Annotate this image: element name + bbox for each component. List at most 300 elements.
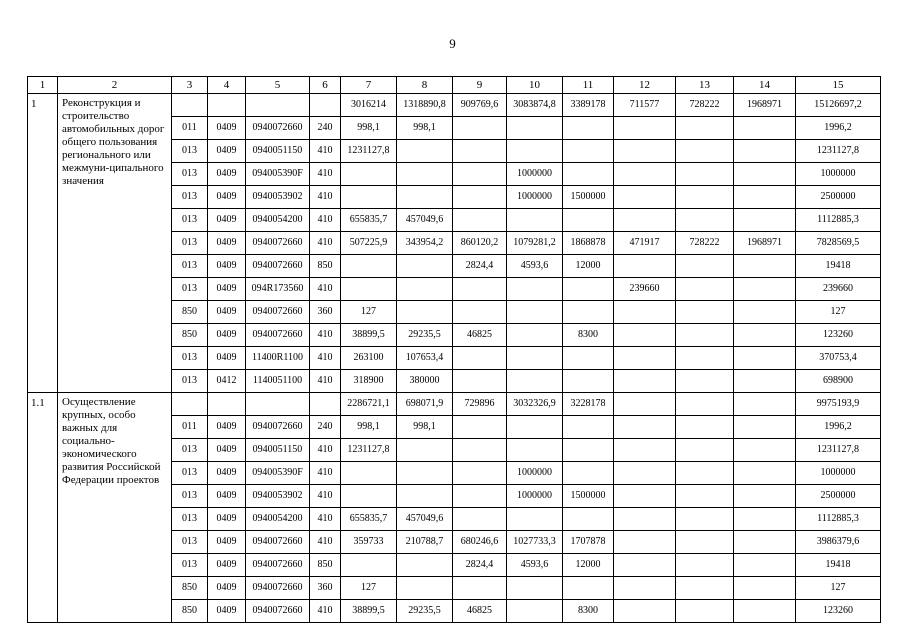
cell-col-7 [341,485,397,508]
cell-col-6: 410 [310,462,341,485]
cell-col-5: 094R173560 [246,278,310,301]
cell-col-11: 3389178 [563,94,614,117]
cell-col-10: 1000000 [507,485,563,508]
cell-col-10 [507,416,563,439]
header-cell: 8 [397,77,453,94]
header-cell: 15 [796,77,881,94]
header-cell: 3 [172,77,208,94]
cell-col-11 [563,163,614,186]
cell-col-15: 239660 [796,278,881,301]
cell-col-15: 123260 [796,600,881,623]
cell-col-13: 728222 [676,232,734,255]
cell-col-7: 3016214 [341,94,397,117]
cell-col-12 [614,577,676,600]
cell-col-7 [341,462,397,485]
cell-col-15: 2500000 [796,186,881,209]
cell-col-3: 013 [172,531,208,554]
cell-col-5: 0940072660 [246,324,310,347]
cell-col-3: 011 [172,117,208,140]
cell-col-12 [614,462,676,485]
cell-col-13: 728222 [676,94,734,117]
cell-col-3: 850 [172,324,208,347]
cell-col-6: 410 [310,485,341,508]
cell-col-11: 8300 [563,324,614,347]
cell-col-5: 094005390F [246,163,310,186]
cell-col-4: 0409 [208,600,246,623]
cell-col-14 [734,485,796,508]
cell-col-15: 1000000 [796,462,881,485]
cell-col-8 [397,163,453,186]
cell-col-10 [507,278,563,301]
cell-col-13 [676,485,734,508]
cell-col-4: 0409 [208,186,246,209]
cell-col-4: 0409 [208,140,246,163]
cell-col-7: 2286721,1 [341,393,397,416]
cell-col-11 [563,370,614,393]
cell-col-14 [734,117,796,140]
cell-col-7 [341,278,397,301]
cell-col-9: 729896 [453,393,507,416]
cell-col-6: 240 [310,416,341,439]
cell-col-4: 0409 [208,416,246,439]
cell-col-7: 1231127,8 [341,140,397,163]
cell-col-11 [563,462,614,485]
cell-col-8 [397,186,453,209]
cell-col-4: 0409 [208,485,246,508]
cell-col-9: 2824,4 [453,554,507,577]
cell-col-14 [734,347,796,370]
cell-col-12 [614,508,676,531]
cell-col-6: 850 [310,554,341,577]
cell-col-15: 3986379,6 [796,531,881,554]
cell-col-4: 0409 [208,255,246,278]
cell-col-14 [734,301,796,324]
cell-col-5 [246,393,310,416]
cell-col-5: 0940072660 [246,600,310,623]
cell-col-11: 8300 [563,600,614,623]
cell-col-4: 0409 [208,278,246,301]
table-row [28,94,881,117]
cell-col-14 [734,600,796,623]
cell-col-14 [734,393,796,416]
cell-col-10 [507,600,563,623]
cell-col-9 [453,439,507,462]
cell-col-8 [397,485,453,508]
cell-col-15: 1231127,8 [796,140,881,163]
header-cell: 1 [28,77,58,94]
cell-col-8 [397,278,453,301]
cell-col-6 [310,94,341,117]
cell-col-10: 3083874,8 [507,94,563,117]
cell-col-13 [676,600,734,623]
header-cell: 13 [676,77,734,94]
cell-col-8 [397,301,453,324]
cell-col-4: 0409 [208,232,246,255]
cell-col-3: 013 [172,370,208,393]
cell-col-8: 457049,6 [397,209,453,232]
cell-col-6: 410 [310,600,341,623]
cell-col-5: 0940072660 [246,301,310,324]
cell-col-7: 127 [341,301,397,324]
cell-col-13 [676,531,734,554]
cell-col-12 [614,347,676,370]
cell-col-6: 850 [310,255,341,278]
cell-col-15: 1000000 [796,163,881,186]
cell-col-3: 850 [172,301,208,324]
cell-col-12 [614,485,676,508]
cell-col-14 [734,278,796,301]
cell-col-6: 410 [310,531,341,554]
header-cell: 14 [734,77,796,94]
cell-col-11: 3228178 [563,393,614,416]
cell-col-11 [563,416,614,439]
cell-col-7: 998,1 [341,416,397,439]
cell-col-4: 0412 [208,370,246,393]
cell-col-11: 1868878 [563,232,614,255]
cell-col-4: 0409 [208,439,246,462]
cell-col-15: 698900 [796,370,881,393]
cell-col-11 [563,117,614,140]
cell-col-4 [208,94,246,117]
cell-col-7: 655835,7 [341,508,397,531]
cell-col-7: 507225,9 [341,232,397,255]
cell-col-3: 013 [172,186,208,209]
cell-col-13 [676,416,734,439]
cell-col-14 [734,577,796,600]
cell-col-5: 0940053902 [246,186,310,209]
cell-col-3: 013 [172,255,208,278]
cell-col-14 [734,209,796,232]
cell-col-15: 1996,2 [796,416,881,439]
cell-col-5: 0940054200 [246,508,310,531]
section-number: 1 [28,94,58,393]
cell-col-13 [676,393,734,416]
section-title: Осуществление крупных, особо важных для социально-экономического развития Российской Федерации проектов [58,393,172,623]
cell-col-10 [507,439,563,462]
cell-col-11: 12000 [563,255,614,278]
cell-col-3: 013 [172,209,208,232]
cell-col-3: 013 [172,462,208,485]
cell-col-5: 11400R1100 [246,347,310,370]
cell-col-12 [614,554,676,577]
cell-col-10: 1027733,3 [507,531,563,554]
header-cell: 4 [208,77,246,94]
cell-col-14 [734,554,796,577]
cell-col-14 [734,508,796,531]
header-cell: 12 [614,77,676,94]
header-cell: 11 [563,77,614,94]
cell-col-12 [614,531,676,554]
cell-col-6: 410 [310,439,341,462]
cell-col-12 [614,209,676,232]
cell-col-5: 094005390F [246,462,310,485]
cell-col-9 [453,508,507,531]
cell-col-6: 410 [310,232,341,255]
cell-col-15: 127 [796,577,881,600]
cell-col-7: 1231127,8 [341,439,397,462]
cell-col-11 [563,347,614,370]
cell-col-5: 1140051100 [246,370,310,393]
cell-col-12: 239660 [614,278,676,301]
cell-col-3: 013 [172,439,208,462]
cell-col-9 [453,140,507,163]
cell-col-7: 38899,5 [341,324,397,347]
cell-col-11: 1500000 [563,485,614,508]
cell-col-3: 850 [172,600,208,623]
cell-col-8: 210788,7 [397,531,453,554]
cell-col-7 [341,554,397,577]
cell-col-13 [676,508,734,531]
cell-col-15: 7828569,5 [796,232,881,255]
cell-col-9 [453,186,507,209]
cell-col-5: 0940072660 [246,577,310,600]
cell-col-15: 127 [796,301,881,324]
cell-col-5: 0940072660 [246,117,310,140]
cell-col-12 [614,186,676,209]
cell-col-7 [341,186,397,209]
cell-col-8: 998,1 [397,117,453,140]
cell-col-14 [734,140,796,163]
section-number: 1.1 [28,393,58,623]
cell-col-8 [397,577,453,600]
cell-col-14 [734,439,796,462]
cell-col-6: 410 [310,209,341,232]
cell-col-4: 0409 [208,508,246,531]
section-title: Реконструкция и строительство автомобильных дорог общего пользования регионального или межмуни-ципального значения [58,94,172,393]
cell-col-8: 457049,6 [397,508,453,531]
cell-col-3: 013 [172,232,208,255]
cell-col-5 [246,94,310,117]
cell-col-10 [507,117,563,140]
cell-col-7: 655835,7 [341,209,397,232]
cell-col-12 [614,140,676,163]
cell-col-13 [676,163,734,186]
cell-col-9 [453,278,507,301]
cell-col-3: 013 [172,485,208,508]
cell-col-15: 19418 [796,554,881,577]
cell-col-5: 0940054200 [246,209,310,232]
cell-col-10 [507,301,563,324]
cell-col-4: 0409 [208,209,246,232]
cell-col-5: 0940053902 [246,485,310,508]
cell-col-6: 410 [310,186,341,209]
cell-col-13 [676,117,734,140]
cell-col-10 [507,324,563,347]
cell-col-14 [734,186,796,209]
cell-col-4: 0409 [208,577,246,600]
cell-col-7 [341,163,397,186]
cell-col-9: 46825 [453,324,507,347]
cell-col-14 [734,462,796,485]
cell-col-10 [507,140,563,163]
cell-col-6: 360 [310,577,341,600]
cell-col-11 [563,140,614,163]
cell-col-4: 0409 [208,554,246,577]
cell-col-11 [563,439,614,462]
cell-col-14 [734,416,796,439]
cell-col-10: 1000000 [507,163,563,186]
cell-col-13 [676,462,734,485]
header-cell: 5 [246,77,310,94]
header-cell: 7 [341,77,397,94]
cell-col-15: 9975193,9 [796,393,881,416]
cell-col-10: 4593,6 [507,255,563,278]
cell-col-9: 860120,2 [453,232,507,255]
cell-col-9 [453,416,507,439]
cell-col-7: 998,1 [341,117,397,140]
cell-col-8: 343954,2 [397,232,453,255]
cell-col-9: 46825 [453,600,507,623]
cell-col-8 [397,255,453,278]
cell-col-13 [676,370,734,393]
cell-col-4: 0409 [208,163,246,186]
cell-col-3: 850 [172,577,208,600]
cell-col-3: 013 [172,163,208,186]
cell-col-13 [676,301,734,324]
cell-col-4: 0409 [208,462,246,485]
cell-col-5: 0940072660 [246,255,310,278]
cell-col-9 [453,577,507,600]
cell-col-9 [453,117,507,140]
cell-col-12 [614,301,676,324]
page-number: 9 [449,36,456,51]
cell-col-10 [507,347,563,370]
header-cell: 9 [453,77,507,94]
cell-col-10 [507,370,563,393]
cell-col-9 [453,485,507,508]
cell-col-15: 15126697,2 [796,94,881,117]
cell-col-10 [507,508,563,531]
cell-col-13 [676,255,734,278]
cell-col-14: 1968971 [734,232,796,255]
cell-col-12 [614,324,676,347]
cell-col-3: 013 [172,278,208,301]
budget-table [27,76,881,623]
cell-col-15: 1112885,3 [796,209,881,232]
cell-col-5: 0940072660 [246,531,310,554]
cell-col-9: 909769,6 [453,94,507,117]
cell-col-13 [676,439,734,462]
cell-col-4: 0409 [208,324,246,347]
cell-col-8: 29235,5 [397,600,453,623]
cell-col-12 [614,600,676,623]
cell-col-8: 107653,4 [397,347,453,370]
cell-col-10: 3032326,9 [507,393,563,416]
cell-col-9: 2824,4 [453,255,507,278]
cell-col-13 [676,347,734,370]
cell-col-3: 011 [172,416,208,439]
cell-col-7: 127 [341,577,397,600]
cell-col-10 [507,577,563,600]
cell-col-8: 998,1 [397,416,453,439]
table-row [28,393,881,416]
cell-col-15: 1231127,8 [796,439,881,462]
cell-col-6: 410 [310,278,341,301]
cell-col-15: 2500000 [796,485,881,508]
cell-col-14 [734,370,796,393]
cell-col-9 [453,370,507,393]
cell-col-8: 380000 [397,370,453,393]
cell-col-3: 013 [172,508,208,531]
cell-col-6: 410 [310,324,341,347]
cell-col-11 [563,278,614,301]
header-cell: 2 [58,77,172,94]
header-cell: 6 [310,77,341,94]
cell-col-10: 1079281,2 [507,232,563,255]
cell-col-15: 19418 [796,255,881,278]
cell-col-6: 410 [310,163,341,186]
cell-col-13 [676,278,734,301]
cell-col-12 [614,255,676,278]
cell-col-15: 370753,4 [796,347,881,370]
cell-col-8 [397,462,453,485]
cell-col-6: 360 [310,301,341,324]
cell-col-12: 471917 [614,232,676,255]
cell-col-5: 0940072660 [246,416,310,439]
cell-col-6: 410 [310,370,341,393]
cell-col-9 [453,209,507,232]
cell-col-11 [563,209,614,232]
cell-col-4: 0409 [208,347,246,370]
cell-col-13 [676,140,734,163]
cell-col-11: 1707878 [563,531,614,554]
cell-col-12 [614,393,676,416]
cell-col-7: 318900 [341,370,397,393]
cell-col-3: 013 [172,554,208,577]
cell-col-12 [614,117,676,140]
cell-col-13 [676,577,734,600]
cell-col-13 [676,209,734,232]
cell-col-14: 1968971 [734,94,796,117]
cell-col-8: 29235,5 [397,324,453,347]
cell-col-9 [453,301,507,324]
cell-col-15: 1112885,3 [796,508,881,531]
cell-col-5: 0940072660 [246,232,310,255]
cell-col-5: 0940051150 [246,439,310,462]
cell-col-8: 698071,9 [397,393,453,416]
cell-col-13 [676,324,734,347]
cell-col-8 [397,554,453,577]
cell-col-6: 410 [310,347,341,370]
cell-col-7: 38899,5 [341,600,397,623]
cell-col-4: 0409 [208,531,246,554]
header-row [28,77,881,94]
cell-col-6: 410 [310,140,341,163]
header-cell: 10 [507,77,563,94]
cell-col-4: 0409 [208,117,246,140]
cell-col-11 [563,508,614,531]
cell-col-14 [734,163,796,186]
cell-col-5: 0940072660 [246,554,310,577]
cell-col-15: 1996,2 [796,117,881,140]
cell-col-8 [397,439,453,462]
cell-col-14 [734,255,796,278]
cell-col-7 [341,255,397,278]
cell-col-12 [614,416,676,439]
cell-col-12: 711577 [614,94,676,117]
cell-col-12 [614,370,676,393]
cell-col-12 [614,439,676,462]
cell-col-8: 1318890,8 [397,94,453,117]
cell-col-6: 240 [310,117,341,140]
cell-col-11 [563,301,614,324]
cell-col-3 [172,94,208,117]
cell-col-10 [507,209,563,232]
cell-col-10: 1000000 [507,186,563,209]
cell-col-15: 123260 [796,324,881,347]
cell-col-10: 1000000 [507,462,563,485]
cell-col-11 [563,577,614,600]
